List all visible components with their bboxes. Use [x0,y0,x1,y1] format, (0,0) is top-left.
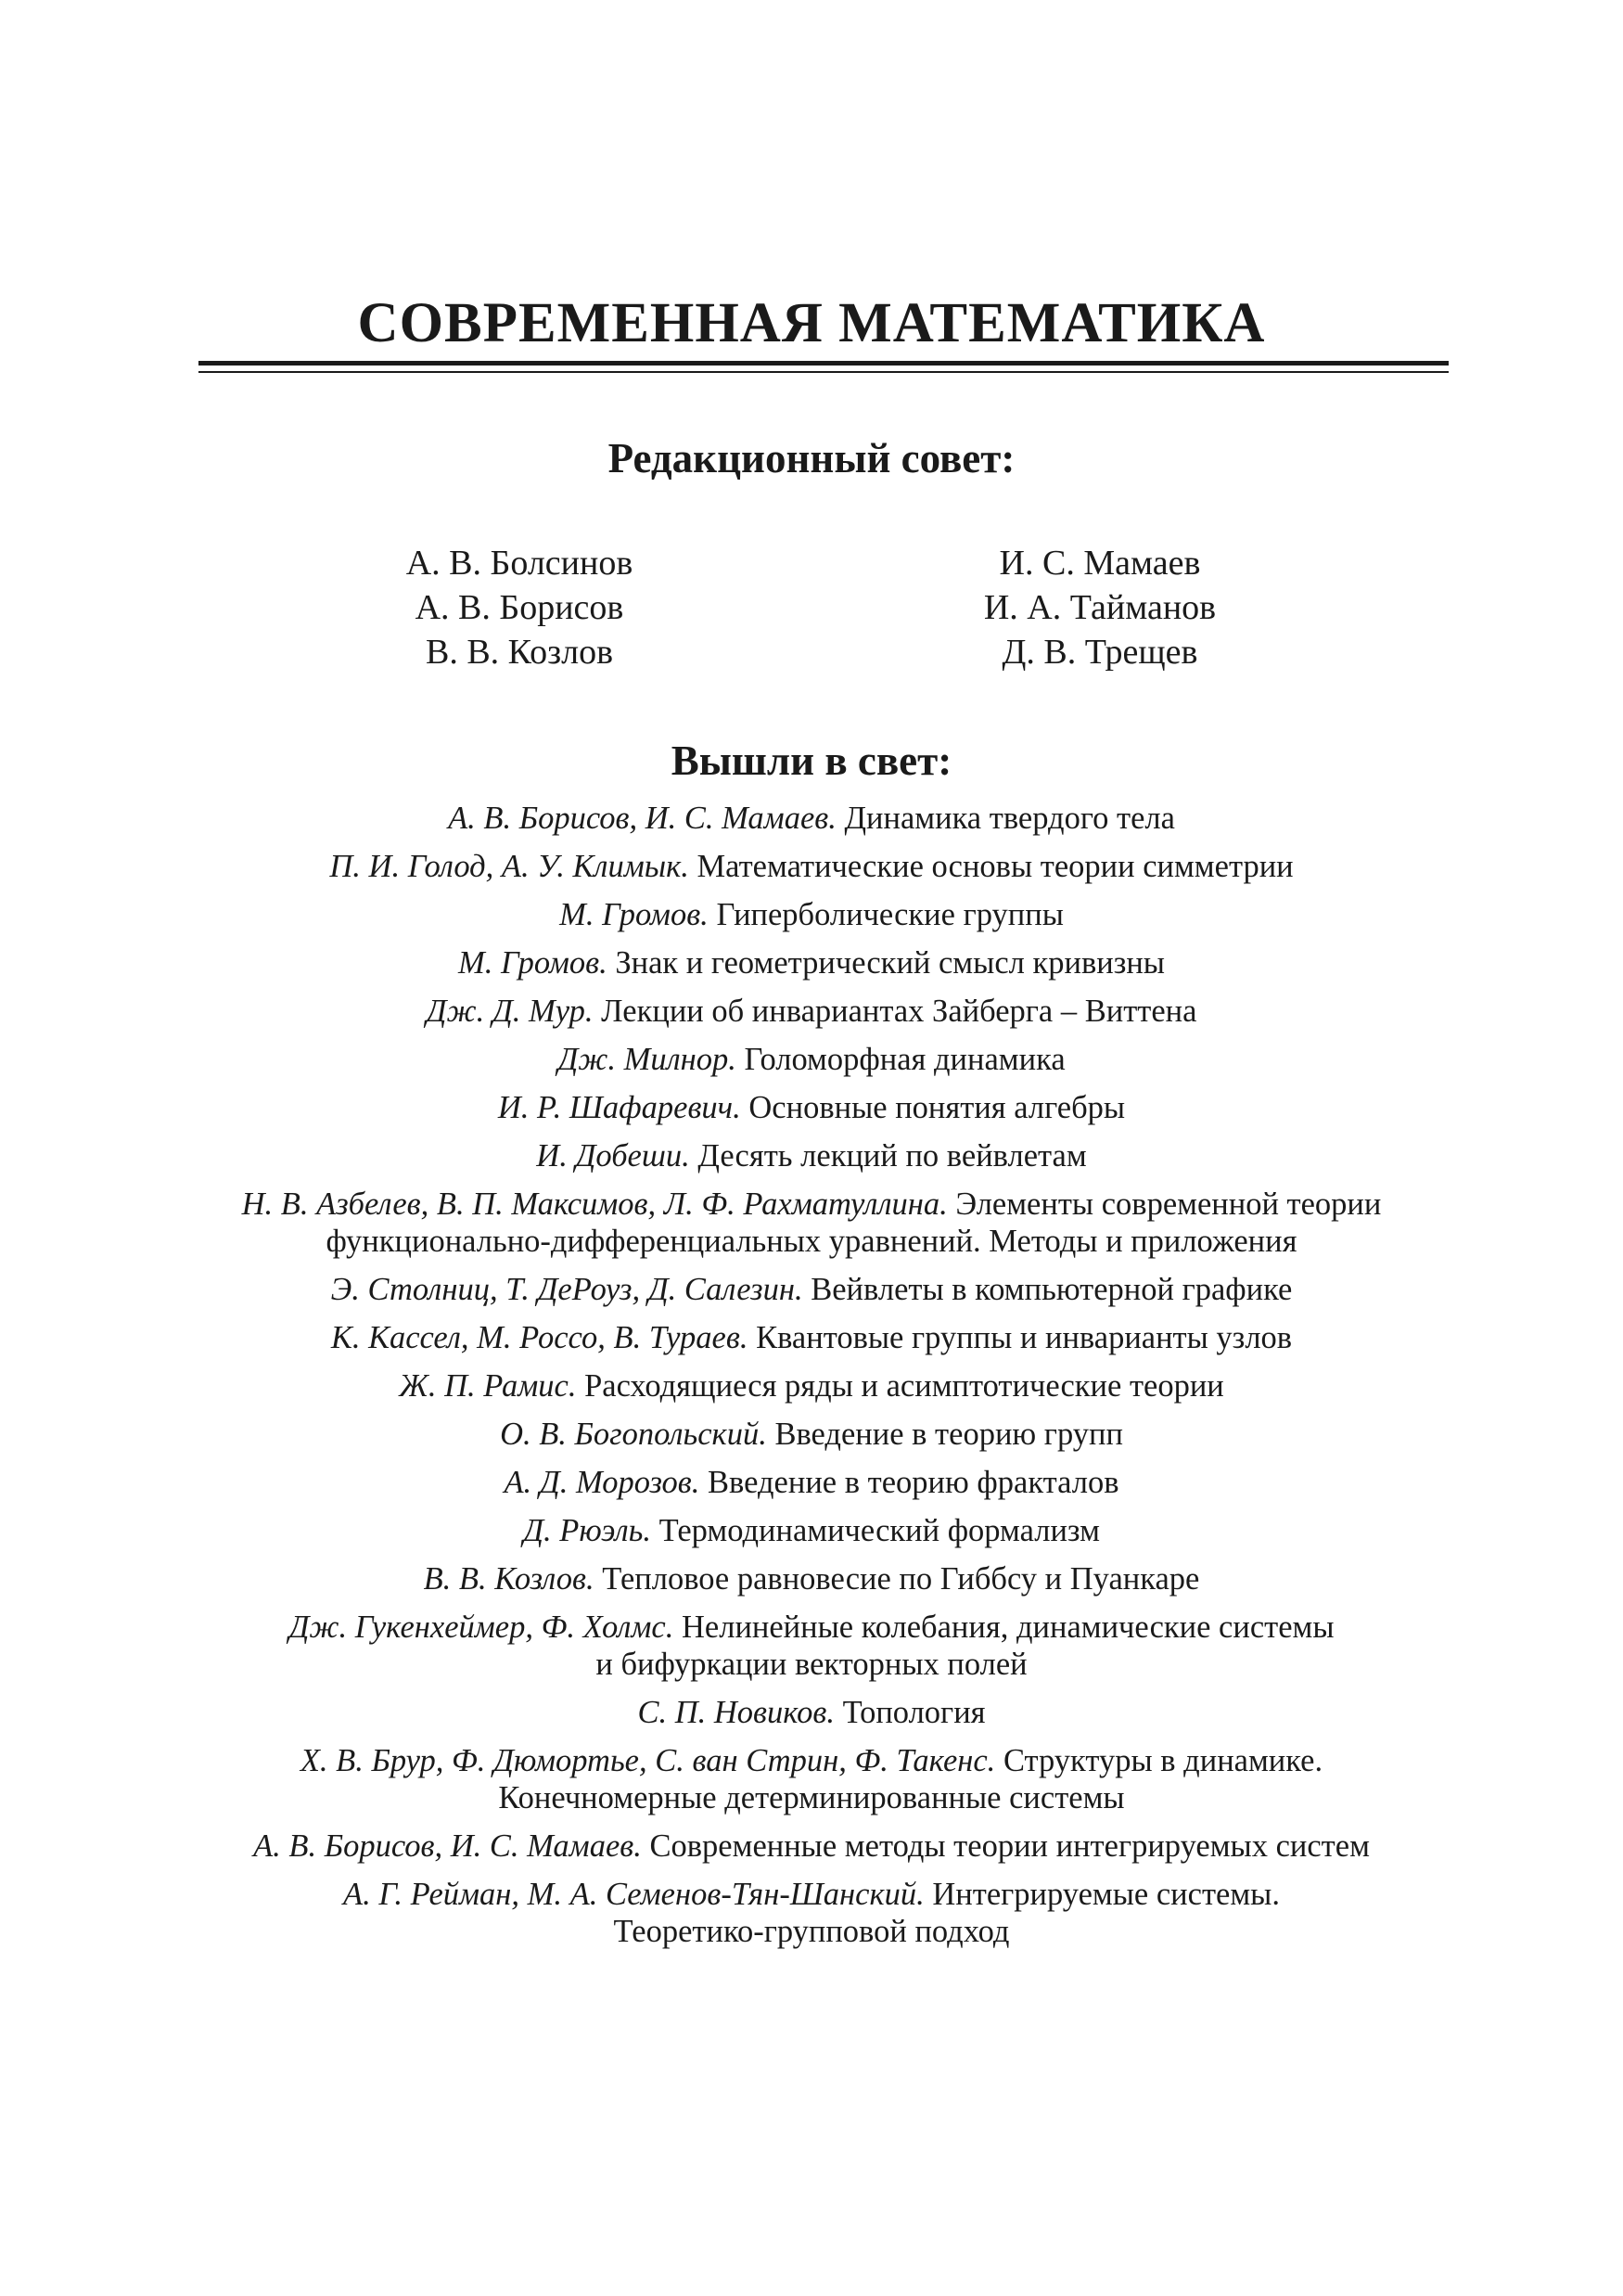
book-authors: А. В. Борисов, И. С. Мамаев. [448,801,837,836]
book-title-continuation: функционально-дифференциальных уравнений. Методы и приложения [326,1224,1297,1259]
book-title: Голоморфная динамика [744,1042,1066,1077]
book-entry [0,1876,1623,1950]
book-title: Лекции об инвариантах Зайберга – Виттена [601,994,1197,1029]
book-entry [0,1828,1623,1865]
book-authors: Н. В. Азбелев, В. П. Максимов, Л. Ф. Рахматуллина. [241,1186,948,1222]
book-title: Вейвлеты в компьютерной графике [811,1272,1293,1307]
book-authors: О. В. Богопольский. [500,1417,767,1452]
book-authors: В. В. Козлов. [423,1561,594,1597]
published-books-list [0,800,1623,1961]
book-authors: М. Громов. [458,945,607,981]
book-title: Динамика твердого тела [844,801,1175,836]
book-title-continuation: Теоретико-групповой подход [613,1914,1010,1949]
book-authors: К. Кассел, М. Россо, В. Тураев. [330,1320,748,1355]
book-title: Интегрируемые системы. [932,1877,1280,1912]
book-title: Гиперболические группы [716,897,1064,932]
board-member: И. С. Мамаев [999,544,1201,583]
book-title: Топология [842,1695,986,1730]
book-entry [0,848,1623,885]
book-title: Основные понятия алгебры [748,1090,1126,1125]
book-entry [0,1560,1623,1597]
book-title: Нелинейные колебания, динамические системы [682,1610,1335,1645]
book-authors: С. П. Новиков. [637,1695,835,1730]
book-entry [0,1694,1623,1731]
book-entry [0,1137,1623,1174]
book-entry [0,896,1623,933]
book-entry [0,1367,1623,1405]
book-title: Квантовые группы и инварианты узлов [756,1320,1293,1355]
editorial-board-heading: Редакционный совет: [607,435,1016,481]
book-authors: Э. Столниц, Т. ДеРоуз, Д. Салезин. [330,1272,803,1307]
book-title-continuation: и бифуркации векторных полей [595,1647,1028,1682]
board-member: А. В. Болсинов [405,544,633,583]
book-authors: П. И. Голод, А. У. Климык. [329,849,689,884]
book-entry [0,1041,1623,1078]
book-authors: И. Добеши. [536,1138,690,1174]
editorial-board-left-column [260,541,779,674]
book-title: Термодинамический формализм [658,1513,1100,1548]
book-authors: М. Громов. [559,897,709,932]
book-title: Десять лекций по вейвлетам [697,1138,1087,1174]
book-entry [0,993,1623,1030]
book-authors: Х. В. Брур, Ф. Дюмортье, С. ван Стрин, Ф. Такенс. [300,1743,996,1778]
book-authors: А. Г. Рейман, М. А. Семенов-Тян-Шанский. [343,1877,925,1912]
book-title: Математические основы теории симметрии [696,849,1294,884]
book-entry [0,1609,1623,1683]
book-entry [0,1416,1623,1453]
board-member: Д. В. Трещев [1002,633,1198,672]
book-entry [0,1464,1623,1501]
book-entry [0,1742,1623,1816]
book-title: Структуры в динамике. [1003,1743,1323,1778]
book-entry [0,1089,1623,1126]
book-title: Введение в теорию фракталов [708,1465,1119,1500]
book-entry [0,1319,1623,1356]
title-rule-thin [198,371,1449,373]
book-title: Знак и геометрический смысл кривизны [615,945,1165,981]
book-entry [0,1271,1623,1308]
book-entry [0,944,1623,981]
series-title: СОВРЕМЕННАЯ МАТЕМАТИКА [357,292,1266,354]
book-authors: А. Д. Морозов. [504,1465,700,1500]
book-entry [0,1512,1623,1549]
title-rule-thick [198,361,1449,366]
book-title: Расходящиеся ряды и асимптотические теории [584,1368,1224,1404]
book-title: Введение в теорию групп [774,1417,1123,1452]
book-authors: Дж. Гукенхеймер, Ф. Холмс. [288,1610,674,1645]
book-entry [0,1186,1623,1260]
book-title: Тепловое равновесие по Гиббсу и Пуанкаре [602,1561,1200,1597]
book-entry [0,800,1623,837]
book-authors: Ж. П. Рамис. [399,1368,577,1404]
book-authors: Д. Рюэль. [523,1513,651,1548]
editorial-board-right-column [840,541,1360,674]
book-authors: Дж. Милнор. [557,1042,736,1077]
book-title-continuation: Конечномерные детерминированные системы [498,1780,1125,1815]
published-heading: Вышли в свет: [671,738,952,784]
book-authors: Дж. Д. Мур. [426,994,594,1029]
book-title: Элементы современной теории [955,1186,1382,1222]
book-authors: И. Р. Шафаревич. [497,1090,741,1125]
book-authors: А. В. Борисов, И. С. Мамаев. [253,1828,642,1864]
board-member: В. В. Козлов [425,633,614,672]
board-member: И. А. Тайманов [983,588,1217,627]
board-member: А. В. Борисов [415,588,624,627]
book-title: Современные методы теории интегрируемых систем [649,1828,1370,1864]
